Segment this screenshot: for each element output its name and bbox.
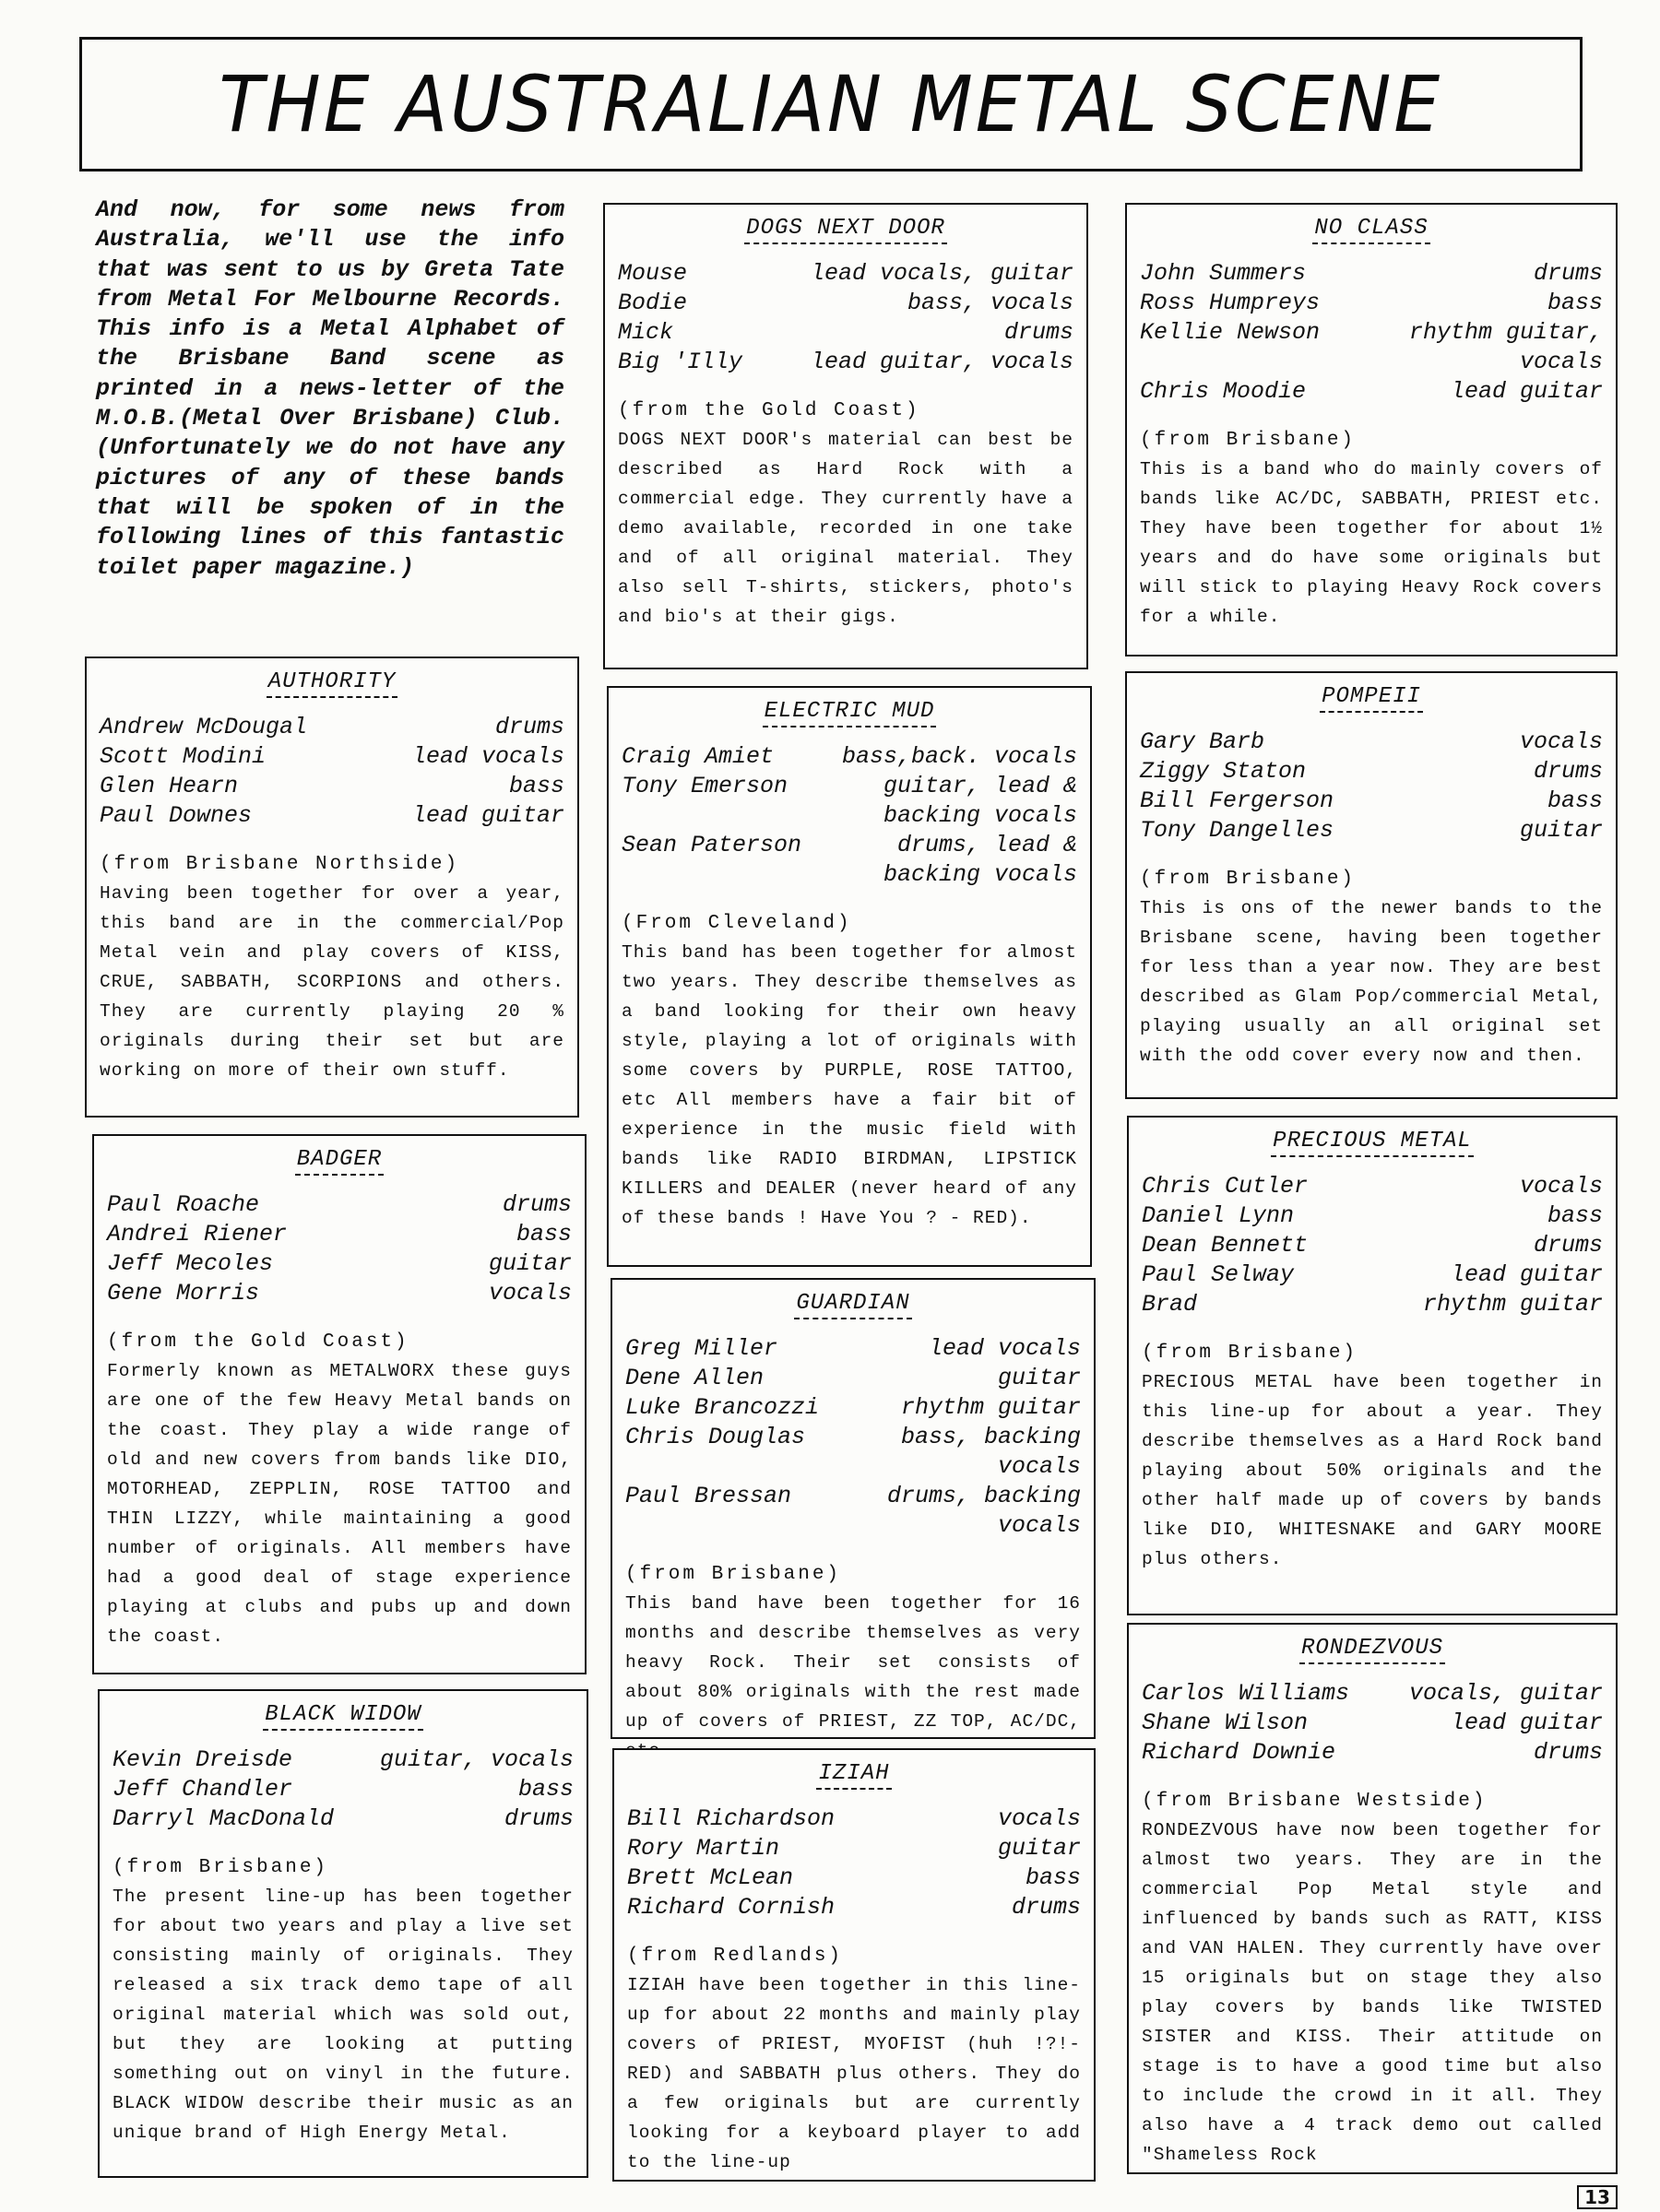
member-name: Shane Wilson (1142, 1709, 1309, 1736)
member-row (1140, 377, 1603, 407)
member-row (618, 348, 1073, 377)
member-role: guitar, lead & backing vocals (883, 773, 1077, 829)
member-list (625, 1334, 1081, 1541)
member-name: Brett McLean (627, 1864, 794, 1891)
member-role: guitar (997, 1835, 1081, 1862)
band-description: PRECIOUS METAL have been together in this line-up for about a year. They describe themselves as a Hard Rock band playing about 50% originals and the other half made up of covers by bands like DIO, WHITESNAKE and GARY MOORE plus others. (1142, 1372, 1603, 1569)
member-row (1140, 259, 1603, 289)
member-role: lead guitar (1450, 1709, 1603, 1736)
title-box (79, 37, 1583, 172)
member-name: Scott Modini (100, 743, 267, 770)
intro-paragraph: And now, for some news from Australia, we'll use the info that was sent to us by Greta Tate from Metal For Melbourne Records. This info is a Metal Alphabet of the Brisbane Band scene as printed in a news-letter of the M.O.B.(Metal Over Brisbane) Club. (Unfortunately we do not have any pictures of any of these bands that will be spoken of in the following lines of this fantastic toilet paper magazine.) (96, 196, 564, 581)
band-name-text: AUTHORITY (267, 669, 398, 698)
member-name: Mouse (618, 260, 688, 287)
member-row (113, 1775, 574, 1804)
band-box-badger (92, 1134, 587, 1674)
member-list (113, 1745, 574, 1834)
band-description: This band have been together for 16 months and describe themselves as very heavy Rock. Their set consists of about 80% originals with the rest made up of covers of PRIEST, ZZ TOP, AC/DC, (625, 1593, 1081, 1732)
member-role: lead vocals (928, 1335, 1081, 1362)
member-role: bass (516, 1221, 572, 1248)
member-row (107, 1190, 572, 1220)
member-name: Kevin Dreisde (113, 1746, 293, 1773)
band-description: This is ons of the newer bands to the Brisbane scene, having been together for less than a year now. They are best described as Glam Pop/commercial Metal, playing usually an all original set with the odd cover every now and then. (1140, 898, 1603, 1066)
member-list (1140, 259, 1603, 407)
member-role: lead guitar (1450, 378, 1603, 405)
band-box-iziah (612, 1748, 1096, 2182)
member-row (113, 1804, 574, 1834)
member-list (1140, 727, 1603, 846)
band-name (622, 699, 1077, 727)
member-role: lead vocals, guitar (810, 260, 1073, 287)
member-list (1142, 1172, 1603, 1319)
member-role: rhythm guitar (1422, 1291, 1603, 1318)
member-name: Jeff Mecoles (107, 1250, 274, 1277)
member-row (1142, 1260, 1603, 1290)
band-description: This band has been together for almost two years. They describe themselves as a band looking for their own heavy style, playing a lot of originals with some covers by PURPLE, ROSE TATTOO, etc All members have a fair bit of experience in the music field with bands like RADIO BIRDMAN, LIPSTICK KILLERS and DEALER (never heard of any of these bands ! Have You ? - RED). (622, 942, 1077, 1228)
member-name: Bill Richardson (627, 1805, 836, 1832)
member-name: Paul Roache (107, 1191, 260, 1218)
band-box-dogs-next-door (603, 203, 1088, 669)
member-role: bass,back. vocals (841, 743, 1077, 770)
member-name: Glen Hearn (100, 773, 239, 799)
member-role: drums (1533, 260, 1603, 287)
member-role: vocals (488, 1280, 572, 1307)
band-description: IZIAH have been together in this line-up for about 22 months and mainly play covers of PRIEST, MYOFIST (huh !?!-RED) and SABBATH plus others. They do a few originals but are currently looking for a keyboard player to add to the line-up (627, 1975, 1081, 2172)
member-row (625, 1334, 1081, 1364)
member-row (1140, 787, 1603, 816)
member-role: rhythm guitar, vocals (1408, 319, 1603, 375)
member-row (622, 772, 1077, 831)
member-name: Craig Amiet (622, 743, 775, 770)
band-name (1140, 216, 1603, 244)
member-name: Rory Martin (627, 1835, 780, 1862)
member-name: John Summers (1140, 260, 1307, 287)
member-name: Jeff Chandler (113, 1776, 293, 1803)
member-role: guitar (488, 1250, 572, 1277)
member-row (618, 318, 1073, 348)
member-row (622, 742, 1077, 772)
member-row (627, 1834, 1081, 1863)
member-row (627, 1863, 1081, 1893)
band-name-text: IZIAH (816, 1761, 891, 1790)
member-role: bass, vocals (907, 290, 1073, 316)
band-name (1140, 684, 1603, 713)
member-row (625, 1482, 1081, 1541)
band-description: The present line-up has been together for about two years and play a live set consisting mainly of originals. They released a six track demo tape of all original material which was sold out, but they are looking at putting something out on vinyl in the future. BLACK WIDOW describe their music as an unique brand of High Energy Metal. (113, 1887, 574, 2143)
member-name: Brad (1142, 1291, 1198, 1318)
band-name-text: GUARDIAN (794, 1291, 911, 1319)
band-name (1142, 1129, 1603, 1157)
member-role: rhythm guitar (900, 1394, 1081, 1421)
member-name: Daniel Lynn (1142, 1202, 1295, 1229)
band-origin: (from the Gold Coast) (618, 400, 920, 421)
band-name-text: DOGS NEXT DOOR (744, 216, 947, 244)
member-name: Carlos Williams (1142, 1680, 1350, 1707)
member-name: Chris Douglas (625, 1424, 806, 1450)
band-box-guardian (611, 1278, 1096, 1739)
member-row (1142, 1201, 1603, 1231)
member-row (107, 1249, 572, 1279)
member-role: lead guitar (411, 802, 564, 829)
band-box-rondezvous (1127, 1623, 1618, 2174)
band-name (1142, 1636, 1603, 1664)
band-description: This is a band who do mainly covers of bands like AC/DC, SABBATH, PRIEST etc. They have been together for about 1½ years and do have some originals but will stick to playing Heavy Rock covers for a while. (1140, 459, 1603, 627)
member-row (1142, 1679, 1603, 1709)
band-box-black-widow (98, 1689, 588, 2178)
band-origin: (From Cleveland) (622, 913, 852, 934)
member-role: bass (1547, 1202, 1603, 1229)
member-role: drums (1533, 758, 1603, 785)
band-origin: (from Brisbane Northside) (100, 854, 460, 875)
member-name: Paul Selway (1142, 1261, 1295, 1288)
member-row (622, 831, 1077, 890)
member-row (113, 1745, 574, 1775)
band-box-no-class (1125, 203, 1618, 657)
member-row (1140, 318, 1603, 377)
member-row (1142, 1231, 1603, 1260)
band-origin: (from Brisbane) (1140, 430, 1357, 451)
band-description: Formerly known as METALWORX these guys are one of the few Heavy Metal bands on the coast. They play a wide range of old and new covers from bands like DIO, MOTORHEAD, ZEPPLIN, ROSE TATTOO and THIN LIZZY, while maintaining a good number of originals. All members have had a good deal of stage experience playing at clubs and pubs up and down the coast. (107, 1361, 572, 1647)
member-row (618, 259, 1073, 289)
member-name: Kellie Newson (1140, 319, 1321, 346)
member-name: Big 'Illy (618, 349, 743, 375)
member-name: Gary Barb (1140, 728, 1265, 755)
member-list (627, 1804, 1081, 1922)
member-name: Ziggy Staton (1140, 758, 1307, 785)
member-role: drums (1011, 1894, 1081, 1921)
band-box-precious-metal (1127, 1116, 1618, 1615)
member-list (1142, 1679, 1603, 1768)
member-list (622, 742, 1077, 890)
band-box-pompeii (1125, 671, 1618, 1099)
member-name: Andrei Riener (107, 1221, 288, 1248)
band-name (113, 1702, 574, 1731)
band-origin: (from the Gold Coast) (107, 1331, 409, 1353)
member-name: Ross Humpreys (1140, 290, 1321, 316)
band-description: DOGS NEXT DOOR's material can best be described as Hard Rock with a commercial edge. They currently have a demo available, recorded in one take and of all original material. They also sell T-shirts, stickers, photo's and bio's at their gigs. (618, 430, 1073, 627)
member-row (625, 1423, 1081, 1482)
member-name: Richard Downie (1142, 1739, 1336, 1766)
member-role: guitar, vocals (379, 1746, 574, 1773)
member-role: bass (1547, 787, 1603, 814)
member-role: drums (1533, 1232, 1603, 1259)
member-name: Paul Downes (100, 802, 253, 829)
member-name: Chris Cutler (1142, 1173, 1309, 1200)
member-name: Andrew McDougal (100, 714, 308, 740)
band-name-text: PRECIOUS METAL (1271, 1129, 1474, 1157)
member-row (625, 1364, 1081, 1393)
member-name: Richard Cornish (627, 1894, 836, 1921)
member-role: lead guitar, vocals (810, 349, 1073, 375)
member-role: vocals (1519, 728, 1603, 755)
member-name: Paul Bressan (625, 1483, 792, 1509)
member-role: drums (504, 1805, 574, 1832)
member-list (107, 1190, 572, 1308)
member-role: guitar (1519, 817, 1603, 844)
band-origin: (from Brisbane) (625, 1564, 842, 1585)
member-row (107, 1279, 572, 1308)
member-row (1142, 1172, 1603, 1201)
member-row (100, 742, 564, 772)
member-row (1142, 1290, 1603, 1319)
member-role: drums, lead & backing vocals (883, 832, 1077, 888)
member-row (107, 1220, 572, 1249)
member-role: vocals (997, 1805, 1081, 1832)
band-name-text: BLACK WIDOW (263, 1702, 422, 1731)
member-role: lead guitar (1450, 1261, 1603, 1288)
member-role: bass (1547, 290, 1603, 316)
member-name: Tony Emerson (622, 773, 788, 799)
band-name-text: NO CLASS (1312, 216, 1429, 244)
page-title: THE AUSTRALIAN METAL SCENE (219, 59, 1443, 149)
member-role: drums (1533, 1739, 1603, 1766)
member-role: bass (508, 773, 564, 799)
member-name: Dean Bennett (1142, 1232, 1309, 1259)
band-name-text: BADGER (295, 1147, 384, 1176)
member-list (618, 259, 1073, 377)
member-row (1140, 289, 1603, 318)
band-description: RONDEZVOUS have now been together for almost two years. They are in the commercial Pop Metal style and influenced by bands such as RATT, KISS and VAN HALEN. They currently have over 15 originals but on stage they also play covers by bands like TWISTED SISTER and KISS. Their attitude on stage is to have a good time but also to include the crowd in it all. They also have a 4 track demo out called "Shameless Rock (1142, 1820, 1603, 2165)
member-role: drums (502, 1191, 572, 1218)
band-name (618, 216, 1073, 244)
band-origin: (from Brisbane) (1140, 869, 1357, 890)
member-name: Sean Paterson (622, 832, 802, 858)
member-name: Tony Dangelles (1140, 817, 1334, 844)
band-origin: (from Redlands) (627, 1946, 844, 1967)
member-name: Gene Morris (107, 1280, 260, 1307)
member-role: bass (1025, 1864, 1081, 1891)
band-name-text: RONDEZVOUS (1299, 1636, 1445, 1664)
member-row (100, 801, 564, 831)
member-role: vocals (1519, 1173, 1603, 1200)
member-role: lead vocals (411, 743, 564, 770)
member-row (100, 713, 564, 742)
member-name: Darryl MacDonald (113, 1805, 335, 1832)
member-name: Chris Moodie (1140, 378, 1307, 405)
member-name: Bill Fergerson (1140, 787, 1334, 814)
band-origin: (from Brisbane Westside) (1142, 1791, 1488, 1812)
member-row (1142, 1738, 1603, 1768)
member-name: Mick (618, 319, 674, 346)
band-origin: (from Brisbane) (113, 1857, 329, 1878)
member-role: bass, backing vocals (900, 1424, 1081, 1480)
member-name: Bodie (618, 290, 688, 316)
band-name (107, 1147, 572, 1176)
band-name (100, 669, 564, 698)
member-role: drums (494, 714, 564, 740)
member-role: guitar (997, 1365, 1081, 1391)
member-name: Dene Allen (625, 1365, 765, 1391)
member-row (1140, 757, 1603, 787)
band-name-text: ELECTRIC MUD (763, 699, 937, 727)
band-box-authority (85, 657, 579, 1118)
member-role: vocals, guitar (1408, 1680, 1603, 1707)
band-name-text: POMPEII (1320, 684, 1423, 713)
member-role: bass (517, 1776, 574, 1803)
member-row (1140, 727, 1603, 757)
member-list (100, 713, 564, 831)
member-row (627, 1893, 1081, 1922)
member-role: drums (1003, 319, 1073, 346)
band-description: Having been together for over a year, this band are in the commercial/Pop Metal vein and play covers of KISS, CRUE, SABBATH, SCORPIONS and others. They are currently playing 20 % originals during their set but are working on more of their own stuff. (100, 883, 564, 1081)
band-name (625, 1291, 1081, 1319)
member-role: drums, backing vocals (886, 1483, 1081, 1539)
band-box-electric-mud (607, 686, 1092, 1267)
member-row (1140, 816, 1603, 846)
member-row (1142, 1709, 1603, 1738)
band-name (627, 1761, 1081, 1790)
member-row (100, 772, 564, 801)
member-name: Luke Brancozzi (625, 1394, 820, 1421)
member-row (618, 289, 1073, 318)
member-row (627, 1804, 1081, 1834)
member-name: Greg Miller (625, 1335, 778, 1362)
band-origin: (from Brisbane) (1142, 1343, 1358, 1364)
page-number: 13 (1577, 2185, 1618, 2209)
member-row (625, 1393, 1081, 1423)
